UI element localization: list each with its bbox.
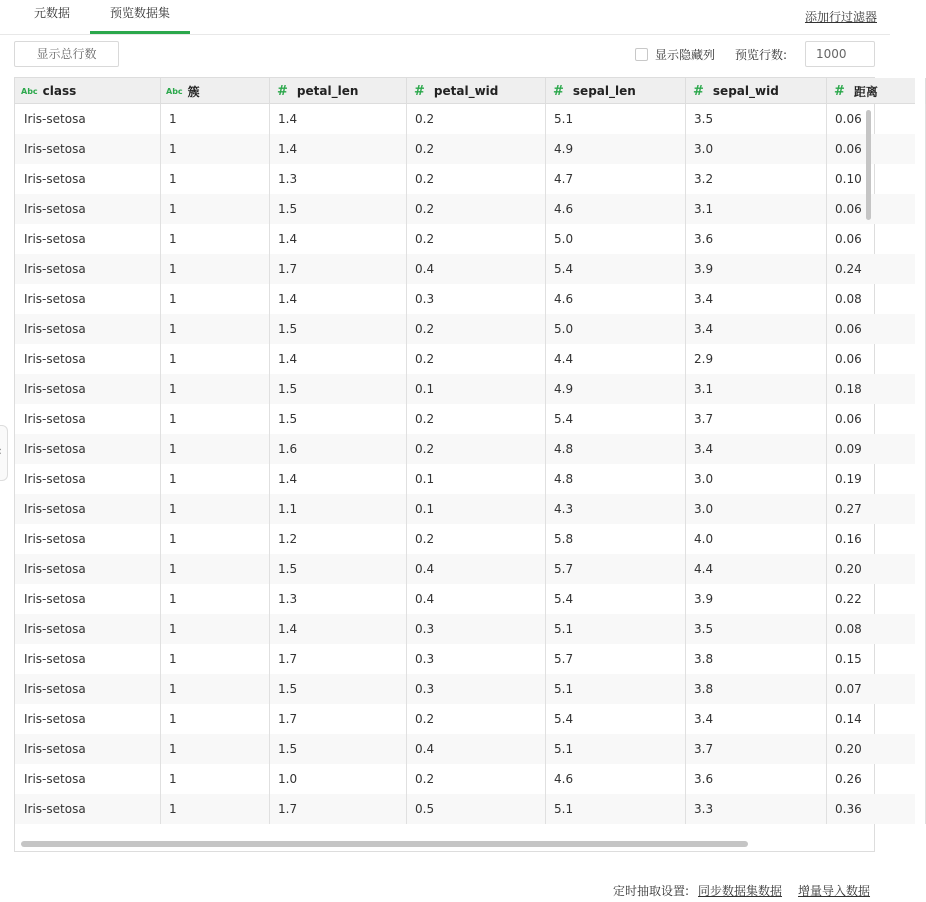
table-cell: 0.06 [826,404,926,434]
table-cell: 4.9 [545,134,686,164]
table-cell: 5.4 [545,704,686,734]
table-cell: 0.2 [406,194,546,224]
table-cell: 3.0 [685,494,827,524]
table-cell: Iris-setosa [15,734,161,764]
text-type-icon: Abc [166,86,183,96]
sync-dataset-link[interactable]: 同步数据集数据 [698,884,783,898]
table-cell: 0.16 [826,524,926,554]
chevron-left-icon [0,444,2,458]
table-cell: 0.1 [406,494,546,524]
table-row[interactable] [15,554,915,584]
table-cell: 3.5 [685,614,827,644]
column-header-label: petal_len [296,84,359,98]
table-cell: 3.6 [685,764,827,794]
table-cell: 4.3 [545,494,686,524]
table-cell: 0.20 [826,554,926,584]
show-hidden-columns-label: 显示隐藏列 [655,47,716,62]
table-cell: 5.0 [545,314,686,344]
table-cell: 5.4 [545,404,686,434]
table-cell: 0.22 [826,584,926,614]
table-cell: 1.0 [269,764,407,794]
table-row[interactable] [15,794,915,824]
table-cell: Iris-setosa [15,464,161,494]
table-cell: 1.5 [269,554,407,584]
table-cell: 0.3 [406,614,546,644]
table-cell: 1.4 [269,224,407,254]
table-cell: 2.9 [685,344,827,374]
table-row[interactable] [15,164,915,194]
table-cell: Iris-setosa [15,284,161,314]
table-cell: 4.6 [545,284,686,314]
column-header-label: sepal_len [572,84,636,98]
table-cell: 0.2 [406,524,546,554]
column-header-label: 簇 [187,84,200,99]
table-cell: 3.4 [685,434,827,464]
column-header-label: sepal_wid [712,84,779,98]
preview-rows-input[interactable] [805,41,875,67]
table-cell: 1 [160,674,270,704]
table-cell: Iris-setosa [15,584,161,614]
column-header[interactable] [406,78,546,104]
table-cell: 3.4 [685,704,827,734]
table-cell: 3.8 [685,674,827,704]
table-cell: 1 [160,554,270,584]
table-cell: Iris-setosa [15,704,161,734]
table-cell: 1 [160,584,270,614]
table-row[interactable] [15,314,915,344]
table-cell: 5.4 [545,254,686,284]
table-cell: 1 [160,314,270,344]
table-cell: 1.2 [269,524,407,554]
table-cell: 3.9 [685,584,827,614]
add-row-filter-link[interactable]: 添加行过滤器 [804,10,877,24]
vertical-scrollbar[interactable] [866,110,871,220]
table-cell: 1.5 [269,734,407,764]
table-cell: 4.6 [545,764,686,794]
table-cell: 5.4 [545,584,686,614]
table-cell: Iris-setosa [15,614,161,644]
table-row[interactable] [15,494,915,524]
table-cell: 3.2 [685,164,827,194]
table-cell: 0.2 [406,104,546,134]
table-row[interactable] [15,584,915,614]
table-cell: 5.1 [545,614,686,644]
table-cell: 3.1 [685,194,827,224]
table-cell: 3.0 [685,134,827,164]
table-cell: 1 [160,794,270,824]
table-cell: Iris-setosa [15,524,161,554]
table-cell: 4.7 [545,164,686,194]
number-type-icon: # [414,83,425,99]
column-header-label: 距离 [853,84,878,99]
table-cell: 0.2 [406,434,546,464]
table-cell: 3.3 [685,794,827,824]
table-cell: 1.4 [269,104,407,134]
column-header[interactable] [545,78,686,104]
table-cell: 1.5 [269,314,407,344]
table-cell: 0.1 [406,464,546,494]
table-cell: 0.5 [406,794,546,824]
column-header[interactable] [15,78,161,104]
table-cell: 0.4 [406,554,546,584]
table-cell: 0.4 [406,584,546,614]
column-header[interactable] [269,78,407,104]
table-cell: 1.3 [269,164,407,194]
number-type-icon: # [277,83,288,99]
table-cell: Iris-setosa [15,344,161,374]
table-cell: 4.0 [685,524,827,554]
table-cell: 4.6 [545,194,686,224]
table-row[interactable] [15,194,915,224]
show-hidden-columns-toggle[interactable] [635,46,715,62]
table-cell: 0.26 [826,764,926,794]
table-cell: 0.06 [826,134,926,164]
table-row[interactable] [15,134,915,164]
incremental-import-link[interactable]: 增量导入数据 [798,884,871,898]
table-cell: 0.2 [406,134,546,164]
column-header-label: petal_wid [433,84,499,98]
table-cell: 1 [160,764,270,794]
table-cell: Iris-setosa [15,404,161,434]
table-cell: 0.2 [406,344,546,374]
table-cell: 0.2 [406,704,546,734]
preview-rows-label: 预览行数: [735,48,788,62]
table-cell: 0.2 [406,164,546,194]
table-row[interactable] [15,104,915,134]
table-cell: Iris-setosa [15,374,161,404]
table-cell: 3.0 [685,464,827,494]
table-cell: 0.07 [826,674,926,704]
table-cell: 3.9 [685,254,827,284]
table-cell: 4.8 [545,434,686,464]
table-cell: 4.4 [685,554,827,584]
table-cell: 0.19 [826,464,926,494]
tab-bar [0,0,890,35]
column-header[interactable] [160,78,270,104]
table-cell: 1 [160,434,270,464]
table-row[interactable] [15,734,915,764]
text-type-icon: Abc [21,86,38,96]
table-cell: 4.4 [545,344,686,374]
table-cell: 1.7 [269,644,407,674]
table-cell: 1 [160,194,270,224]
table-cell: 3.6 [685,224,827,254]
table-row[interactable] [15,614,915,644]
table-row[interactable] [15,254,915,284]
table-cell: 0.1 [406,374,546,404]
table-cell: Iris-setosa [15,554,161,584]
table-cell: Iris-setosa [15,224,161,254]
table-cell: 1 [160,704,270,734]
table-cell: 4.9 [545,374,686,404]
schedule-extract-label: 定时抽取设置: [613,884,690,898]
table-cell: Iris-setosa [15,134,161,164]
table-cell: 1 [160,524,270,554]
table-cell: 1 [160,254,270,284]
table-cell: 1 [160,404,270,434]
table-cell: Iris-setosa [15,794,161,824]
table-cell: 0.15 [826,644,926,674]
table-cell: 0.08 [826,284,926,314]
table-cell: 3.1 [685,374,827,404]
table-cell: 1.5 [269,194,407,224]
table-row[interactable] [15,434,915,464]
table-cell: 1 [160,374,270,404]
number-type-icon: # [834,83,845,99]
table-cell: 5.1 [545,674,686,704]
column-header-label: class [42,84,77,98]
table-cell: 0.06 [826,224,926,254]
collapse-panel-handle[interactable] [0,425,8,481]
table-cell: 0.2 [406,224,546,254]
table-row[interactable] [15,344,915,374]
table-cell: Iris-setosa [15,644,161,674]
table-row[interactable] [15,374,915,404]
table-row[interactable] [15,704,915,734]
table-cell: 0.20 [826,734,926,764]
table-cell: 0.06 [826,104,926,134]
table-cell: 0.06 [826,194,926,224]
table-cell: 0.06 [826,344,926,374]
table-row[interactable] [15,224,915,254]
table-cell: 0.08 [826,614,926,644]
table-cell: 5.7 [545,554,686,584]
table-row[interactable] [15,404,915,434]
table-cell: 0.3 [406,644,546,674]
show-total-rows-button[interactable]: 显示总行数 [14,41,119,67]
table-cell: 0.4 [406,734,546,764]
table-cell: 3.4 [685,314,827,344]
table-cell: 0.2 [406,764,546,794]
table-row[interactable] [15,284,915,314]
table-cell: 1.5 [269,374,407,404]
table-cell: 1.1 [269,494,407,524]
table-cell: 0.18 [826,374,926,404]
table-cell: 1.5 [269,404,407,434]
table-cell: 1.4 [269,284,407,314]
table-cell: 3.7 [685,404,827,434]
table-cell: 0.2 [406,404,546,434]
table-cell: 1 [160,104,270,134]
table-cell: 0.3 [406,674,546,704]
table-cell: 0.09 [826,434,926,464]
table-row[interactable] [15,464,915,494]
column-header[interactable] [685,78,827,104]
tab-metadata[interactable]: 元数据 [33,6,70,20]
table-row[interactable] [15,644,915,674]
table-cell: 1.4 [269,464,407,494]
table-cell: 1.4 [269,614,407,644]
table-row[interactable] [15,674,915,704]
table-cell: 5.1 [545,734,686,764]
table-cell: 1.7 [269,794,407,824]
table-cell: 1 [160,644,270,674]
table-cell: Iris-setosa [15,104,161,134]
table-cell: 5.7 [545,644,686,674]
column-header[interactable] [826,78,926,104]
table-cell: 1 [160,494,270,524]
table-cell: 0.3 [406,284,546,314]
table-cell: 1 [160,734,270,764]
table-cell: Iris-setosa [15,764,161,794]
table-cell: 0.06 [826,314,926,344]
table-cell: 1 [160,614,270,644]
table-cell: 1.3 [269,584,407,614]
table-cell: 1 [160,164,270,194]
table-cell: 5.1 [545,104,686,134]
table-cell: 0.14 [826,704,926,734]
table-cell: Iris-setosa [15,314,161,344]
table-cell: Iris-setosa [15,194,161,224]
table-cell: 1 [160,134,270,164]
table-cell: Iris-setosa [15,494,161,524]
table-cell: 1.5 [269,674,407,704]
table-cell: 0.27 [826,494,926,524]
table-row[interactable] [15,764,915,794]
data-preview-table [14,77,878,852]
table-cell: 0.36 [826,794,926,824]
table-cell: 1 [160,464,270,494]
table-cell: 1.7 [269,704,407,734]
table-cell: 1 [160,224,270,254]
number-type-icon: # [693,83,704,99]
table-row[interactable] [15,524,915,554]
horizontal-scrollbar[interactable] [21,841,748,847]
table-cell: 0.4 [406,254,546,284]
table-cell: Iris-setosa [15,254,161,284]
table-cell: 0.10 [826,164,926,194]
table-cell: 5.8 [545,524,686,554]
table-cell: 5.0 [545,224,686,254]
table-cell: 5.1 [545,794,686,824]
table-cell: 1 [160,284,270,314]
table-cell: 3.7 [685,734,827,764]
table-cell: Iris-setosa [15,164,161,194]
table-header [15,78,915,104]
table-cell: 3.5 [685,104,827,134]
table-cell: 1.4 [269,344,407,374]
tab-preview-dataset[interactable]: 预览数据集 [90,0,190,34]
table-cell: 4.8 [545,464,686,494]
number-type-icon: # [553,83,564,99]
table-cell: 3.4 [685,284,827,314]
table-cell: 3.8 [685,644,827,674]
table-cell: 0.2 [406,314,546,344]
show-hidden-columns-checkbox[interactable] [635,48,648,61]
table-cell: 1.7 [269,254,407,284]
table-cell: Iris-setosa [15,674,161,704]
table-cell: 1 [160,344,270,374]
table-cell: 1.6 [269,434,407,464]
table-cell: 0.24 [826,254,926,284]
table-cell: Iris-setosa [15,434,161,464]
table-cell: 1.4 [269,134,407,164]
